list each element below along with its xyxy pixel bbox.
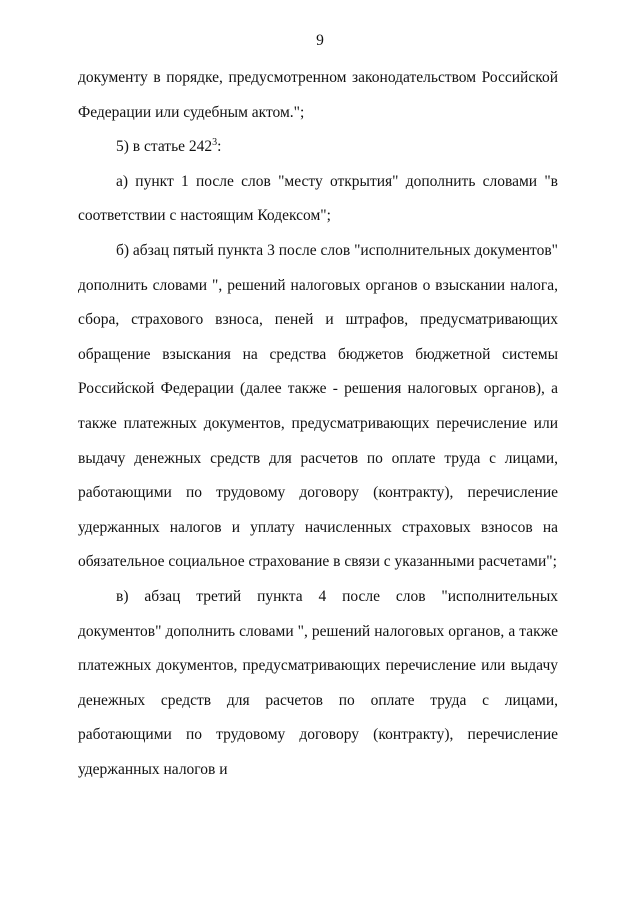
article-ref-text: 5) в статье 242 bbox=[116, 138, 213, 156]
paragraph-subitem-b: б) абзац пятый пункта 3 после слов "исполнительных документов" дополнить словами ", решений налоговых органов о взыскании налога, сбора, страхового взноса, пеней и штрафов, предусматривающих обращение взыскания на средства бюджетов бюджетной системы Российской Федерации (далее также - решения налоговых органов), а также платежных документов, предусматривающих перечисление или выдачу денежных средств для расчетов по оплате труда с лицами, работающими по трудовому договору (контракту), перечисление удержанных налогов и уплату начисленных страховых взносов на обязательное социальное страхование в связи с указанными расчетами"; bbox=[78, 241, 558, 571]
paragraph-subitem-a: а) пункт 1 после слов "месту открытия" дополнить словами "в соответствии с настоящим Кодексом"; bbox=[78, 172, 558, 225]
paragraph-continuation: документу в порядке, предусмотренном законодательством Российской Федерации или судебным актом."; bbox=[78, 69, 558, 121]
article-superscript: 3 bbox=[212, 137, 218, 149]
article-ref-colon: : bbox=[217, 138, 222, 156]
page-number: 9 bbox=[316, 32, 324, 49]
document-body bbox=[78, 61, 558, 787]
paragraph-article-item bbox=[78, 130, 558, 165]
paragraph-subitem-v: в) абзац третий пункта 4 после слов "исполнительных документов" дополнить словами ", решений налоговых органов, а также платежных документов, предусматривающих перечисление или выдачу денежных средств для расчетов по оплате труда с лицами, работающими по трудовому договору (контракту), перечисление удержанных налогов и bbox=[78, 587, 558, 778]
